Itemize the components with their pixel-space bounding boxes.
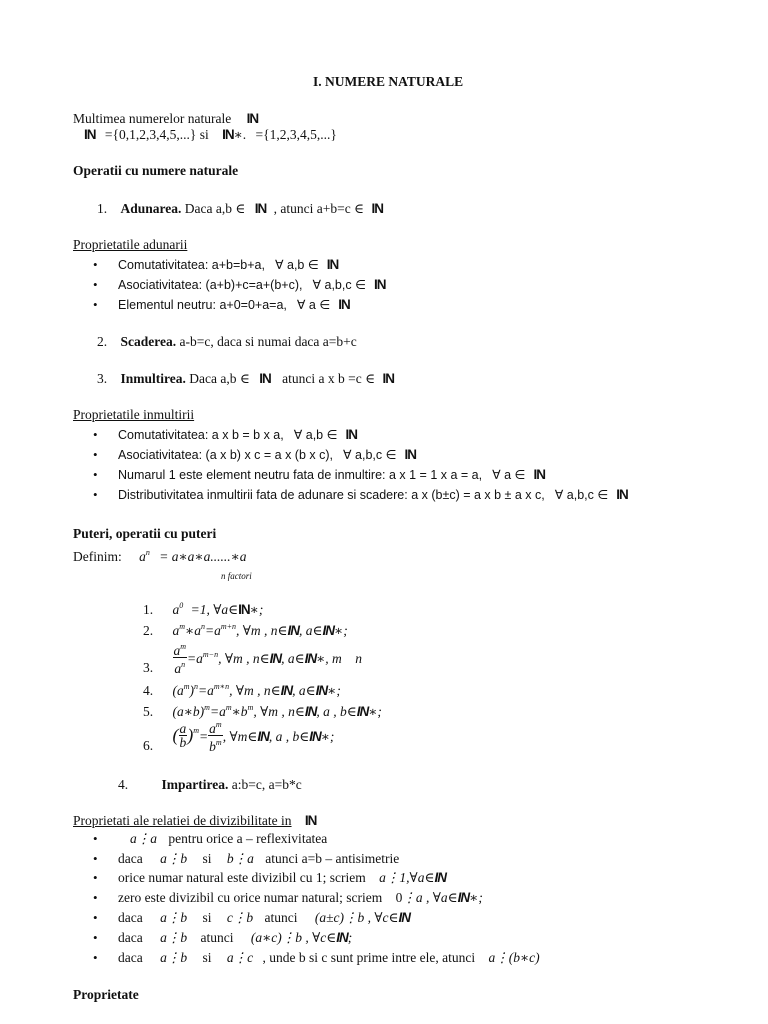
rule-number: 3.: [143, 659, 154, 675]
quantifier-text: ∀ a,b ∈: [274, 258, 319, 272]
definim-label: Definim:: [73, 549, 122, 564]
naturals-symbol: IN: [304, 813, 317, 828]
div-prop-1: [130, 831, 327, 847]
bullet: •: [93, 910, 98, 925]
bullet: •: [93, 487, 98, 502]
bullet: •: [93, 297, 98, 312]
rule-formula: $a^m∗a^n=a^{m+n}$, ∀m , n∈IN, a∈IN∗;: [172, 622, 348, 638]
naturals-symbol: IN: [616, 487, 628, 502]
property-text: Distributivitatea inmultirii fata de adunare si scadere: a x (b±c) = a x b ± a x c,: [118, 488, 545, 502]
div-text: orice numar natural este divizibil cu 1; scriem: [118, 870, 366, 885]
div-prop-3: [118, 870, 446, 886]
bullet: •: [93, 257, 98, 272]
powers-heading: Puteri, operatii cu puteri: [73, 526, 217, 541]
div-text: pentru orice a – reflexivitatea: [168, 831, 328, 846]
div-formula: b⋮a: [226, 851, 254, 866]
item-division: [118, 777, 302, 793]
div-heading: [73, 813, 316, 829]
naturals-set: ={0,1,2,3,4,5,...} si: [104, 127, 209, 142]
div-prop-7: [118, 950, 540, 966]
rule-number: 1.: [143, 602, 154, 617]
quantifier-text: ∀ a ∈: [492, 468, 526, 482]
naturals-symbol: IN: [238, 602, 250, 617]
power-rule-1: [143, 598, 263, 618]
div-formula: a⋮b: [160, 950, 188, 965]
div-formula: a⋮b: [160, 851, 188, 866]
paren-close: ): [187, 724, 194, 745]
bullet: •: [93, 467, 98, 482]
rule-fraction-2: $\frac{a^m}{b^m}$: [209, 720, 222, 754]
prop-mul-heading: Proprietatile inmultirii: [73, 407, 195, 422]
bullet: •: [93, 427, 98, 442]
nonzero-star: ∗.: [233, 127, 247, 142]
div-text: atunci a=b – antisimetrie: [265, 851, 400, 866]
div-formula: a⋮b: [160, 910, 188, 925]
definition-formula: = a∗a∗a......∗a: [159, 549, 247, 564]
div-formula: a⋮b: [160, 930, 188, 945]
si-label: si: [202, 910, 212, 925]
div-formula: (a±c)⋮b , ∀c∈IN: [314, 910, 411, 925]
div-formula: 0⋮a , ∀a∈IN∗;: [395, 890, 483, 905]
daca-label: daca: [118, 910, 143, 925]
bullet: •: [93, 870, 98, 885]
item-name: Inmultirea.: [120, 371, 186, 386]
bullet: •: [93, 950, 98, 965]
div-text: , unde b si c sunt prime intre ele, atunci: [262, 950, 476, 965]
n-factori-label: n factori: [221, 571, 252, 581]
naturals-symbol: IN: [345, 427, 357, 442]
item-name: Scaderea.: [120, 334, 177, 349]
property-text: Asociativitatea: (a x b) x c = a x (b x c),: [118, 448, 334, 462]
naturals-symbol: IN: [404, 447, 417, 462]
div-formula: c⋮b: [226, 910, 254, 925]
power-rule-3: [143, 640, 362, 675]
intro-line-2: [84, 127, 337, 143]
equals: =: [199, 728, 209, 744]
rule-number: 6.: [143, 737, 154, 753]
naturals-symbol: IN: [371, 201, 383, 216]
rule-formula: $(a^m)^n=a^{m∗n}$, ∀m , n∈IN, a∈IN∗;: [172, 682, 341, 698]
div-text: atunci: [200, 930, 234, 945]
item-name: Adunarea.: [120, 201, 182, 216]
quantifier-text: ∀ a,b,c ∈: [554, 488, 609, 502]
rule-fraction: $\frac{a^m}{a^n}$: [173, 642, 187, 676]
property-text: Comutativitatea: a x b = b x a,: [118, 428, 284, 442]
bullet: •: [93, 890, 98, 905]
list-item: [118, 487, 628, 503]
rule-number: 2.: [143, 623, 154, 638]
paren-open: (: [172, 724, 179, 745]
div-prop-6: [118, 930, 352, 946]
item-number: 1.: [97, 201, 108, 216]
bullet: •: [93, 930, 98, 945]
naturals-symbol: IN: [84, 127, 96, 142]
rule-number: 5.: [143, 704, 154, 719]
list-item: [118, 257, 338, 273]
div-text: atunci: [264, 910, 298, 925]
exponent: m: [193, 725, 200, 735]
bullet: •: [93, 447, 98, 462]
item-name: Impartirea.: [161, 777, 229, 792]
naturals-symbol: IN: [326, 257, 339, 272]
div-formula: a⋮c: [226, 950, 254, 965]
property-text: Comutativitatea: a+b=b+a,: [118, 258, 265, 272]
daca-label: daca: [118, 950, 143, 965]
prop-add-heading: Proprietatile adunarii: [73, 237, 188, 252]
div-formula: a⋮a: [130, 831, 157, 846]
quantifier-text: ∀ a,b,c ∈: [343, 448, 397, 462]
property-text: Asociativitatea: (a+b)+c=a+(b+c),: [118, 278, 303, 292]
div-formula: (a∗c)⋮b , ∀c∈IN;: [250, 930, 353, 945]
item-number: 3.: [97, 371, 108, 386]
item-text-2: , atunci a+b=c ∈: [273, 201, 365, 216]
daca-label: daca: [118, 851, 143, 866]
naturals-symbol: IN: [373, 277, 386, 292]
item-text: Daca a,b ∈: [189, 371, 250, 386]
list-item: [118, 297, 350, 313]
intro-text: Multimea numerelor naturale: [73, 111, 232, 126]
div-text: zero este divizibil cu orice numar natural; scriem: [118, 890, 383, 905]
item-text-2: atunci a x b =c ∈: [282, 371, 376, 386]
page-title: I. NUMERE NATURALE: [313, 74, 464, 89]
si-label: si: [202, 950, 212, 965]
item-text: a:b=c, a=b*c: [231, 777, 302, 792]
list-item: [118, 447, 416, 463]
property-text: Numarul 1 este element neutru fata de inmultire: a x 1 = 1 x a = a,: [118, 468, 483, 482]
rule-formula: $a^0$: [172, 601, 184, 617]
div-heading-text: Proprietati ale relatiei de divizibilitate in: [73, 813, 292, 828]
quantifier-text: ∀ a,b ∈: [293, 428, 338, 442]
power-a: $a^n$: [139, 548, 150, 564]
rule-formula: $=a^{m-n}$, ∀m , n∈IN, a∈IN∗, m n: [187, 649, 363, 666]
nonzero-naturals-set: ={1,2,3,4,5,...}: [255, 127, 337, 142]
rule-formula-text: =1, ∀a∈: [190, 602, 239, 617]
div-prop-4: [118, 890, 483, 906]
section-heading-operations: Operatii cu numere naturale: [73, 163, 239, 178]
power-rule-2: [143, 619, 348, 639]
definition-line: [73, 545, 247, 565]
naturals-symbol: IN: [382, 371, 394, 386]
list-item: [118, 277, 385, 293]
naturals-symbol: IN: [254, 201, 267, 216]
naturals-symbol: IN: [222, 127, 234, 142]
naturals-symbol: IN: [246, 111, 259, 126]
list-item: [118, 467, 545, 483]
rule-formula: , ∀m∈IN, a , b∈IN∗;: [222, 728, 335, 744]
rule-number: 4.: [143, 683, 154, 698]
bullet: •: [93, 277, 98, 292]
div-formula: a⋮(b∗c): [488, 950, 540, 965]
item-addition: [97, 201, 383, 217]
power-rule-4: [143, 679, 341, 699]
intro-line-1: [73, 111, 258, 127]
naturals-symbol: IN: [259, 371, 271, 386]
div-prop-5: [118, 910, 410, 926]
item-multiplication: [97, 371, 394, 387]
bullet: •: [93, 851, 98, 866]
item-text: a-b=c, daca si numai daca a=b+c: [179, 334, 357, 349]
rule-formula: $(a∗b)^m=a^m∗b^m$, ∀m , n∈IN, a , b∈IN∗;: [172, 703, 382, 719]
daca-label: daca: [118, 930, 143, 945]
property-text: Elementul neutru: a+0=0+a=a,: [118, 298, 287, 312]
list-item: [118, 427, 357, 443]
naturals-symbol: IN: [533, 467, 545, 482]
power-rule-5: [143, 700, 382, 720]
rule-fraction: $\frac{a}{b}$: [179, 721, 187, 750]
si-label: si: [202, 851, 212, 866]
div-formula: a⋮1,∀a∈IN: [379, 870, 446, 885]
item-text: Daca a,b ∈: [184, 201, 246, 216]
item-number: 2.: [97, 334, 108, 349]
quantifier-text: ∀ a,b,c ∈: [312, 278, 366, 292]
rule-formula-tail: ∗;: [249, 602, 264, 617]
bullet: •: [93, 831, 98, 846]
item-number: 4.: [118, 777, 129, 792]
div-prop-2: [118, 851, 399, 867]
item-subtraction: [97, 334, 357, 350]
proprietate-heading: Proprietate: [73, 987, 139, 1002]
power-rule-6: [143, 718, 334, 753]
naturals-symbol: IN: [338, 297, 350, 312]
quantifier-text: ∀ a ∈: [296, 298, 331, 312]
